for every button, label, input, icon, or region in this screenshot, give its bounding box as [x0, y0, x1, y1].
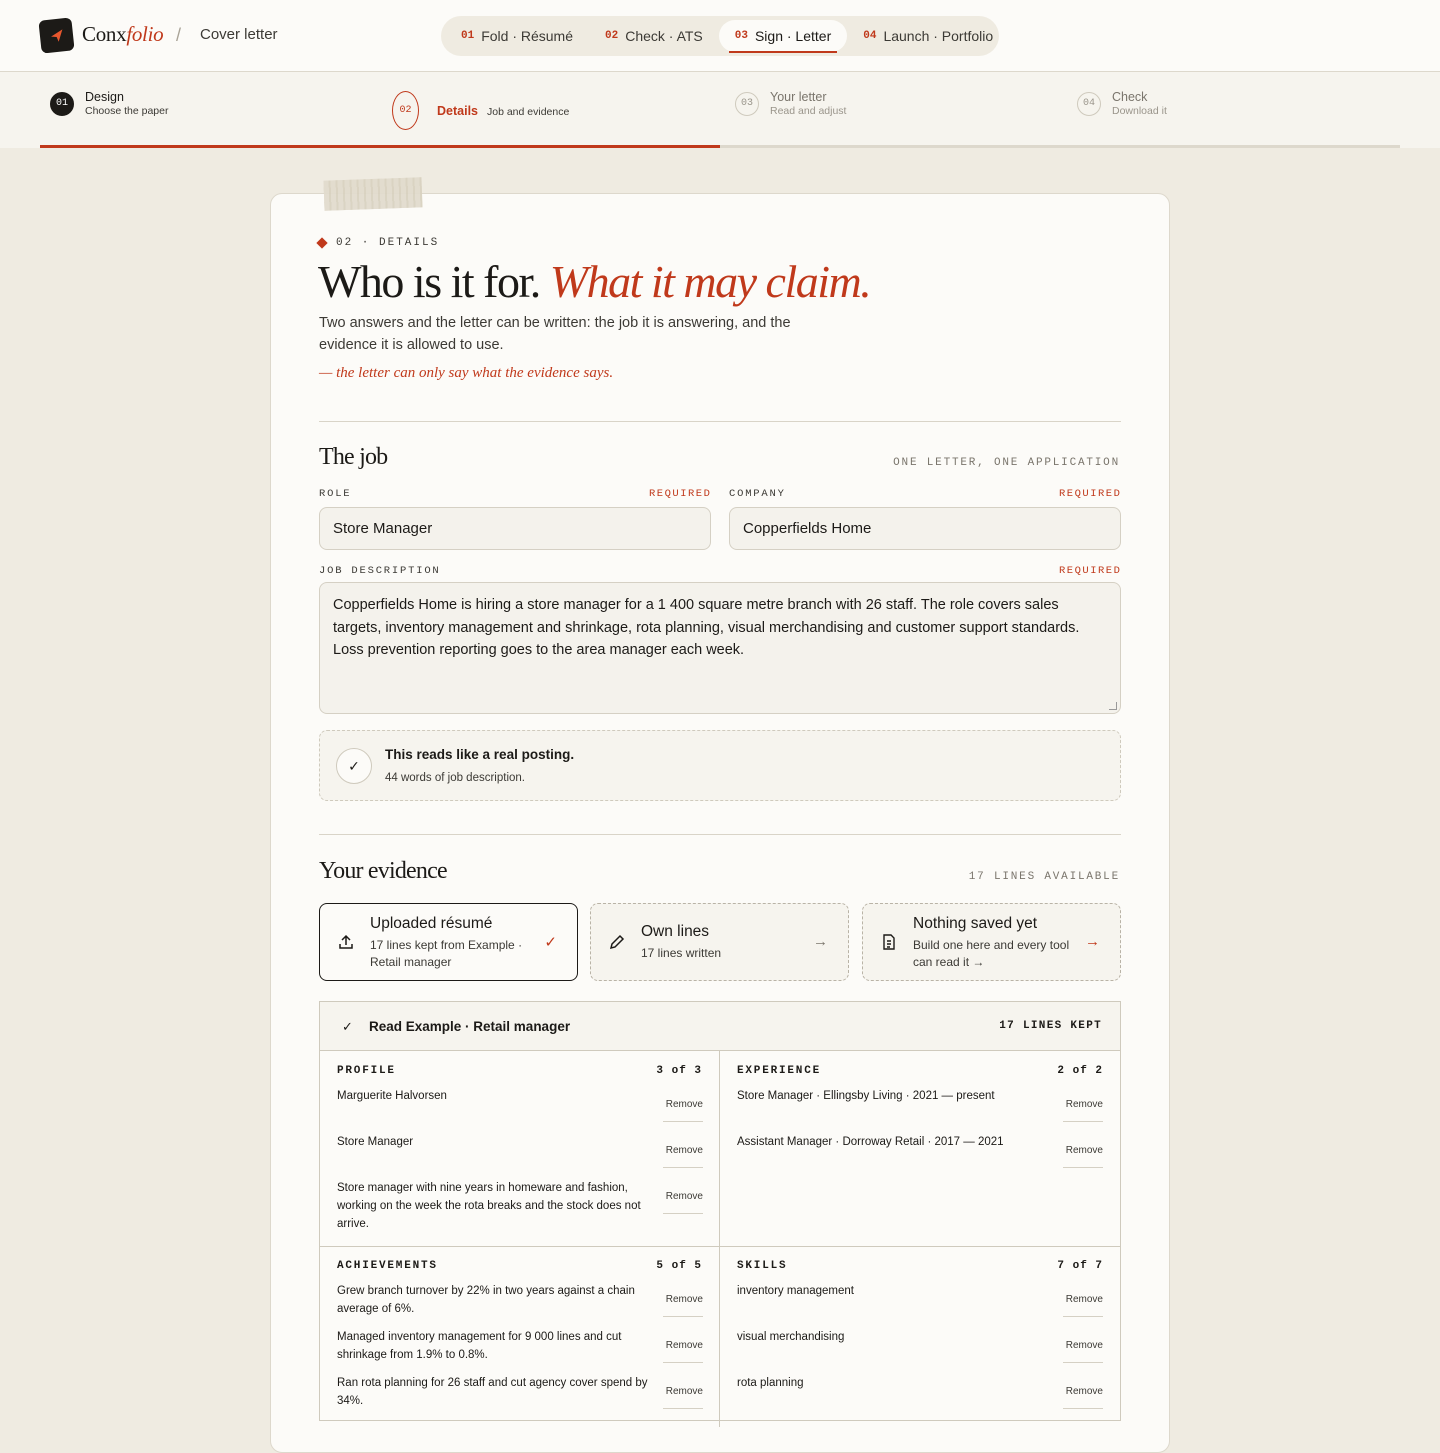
arrow-right-icon: →: [813, 933, 828, 950]
divider: [319, 834, 1121, 835]
item-text: Marguerite Halvorsen: [337, 1090, 447, 1102]
group-count: 3 of 3: [656, 1065, 702, 1077]
group-title: PROFILE: [337, 1065, 396, 1077]
role-label: ROLE: [319, 488, 352, 500]
group-title: SKILLS: [737, 1260, 788, 1272]
job-section-meta: ONE LETTER, ONE APPLICATION: [893, 457, 1120, 469]
group-experience: [720, 1051, 1120, 1246]
step-details[interactable]: [392, 91, 569, 130]
brand-accent: folio: [126, 22, 164, 46]
evidence-panel: [319, 1001, 1121, 1421]
tab-num: 02: [605, 30, 619, 42]
step-title: Details: [437, 103, 478, 118]
tab-letter[interactable]: [719, 20, 847, 52]
company-required: REQUIRED: [1059, 488, 1122, 500]
tab-label: Fold · Résumé: [481, 28, 574, 44]
upload-icon: [337, 933, 355, 951]
evidence-section-meta: 17 LINES AVAILABLE: [968, 871, 1120, 883]
step-number: 04: [1077, 92, 1101, 116]
intro-lede: Two answers and the letter can be written: the job it is answering, and the evidence it is allowed to use.: [319, 315, 791, 353]
item-text: Store Manager: [337, 1136, 414, 1148]
job-section-title: The job: [319, 444, 388, 470]
source-uploaded-resume[interactable]: [319, 903, 578, 981]
group-profile: [320, 1051, 719, 1246]
step-number: 01: [50, 92, 74, 116]
step-title: Design: [85, 90, 124, 104]
item-text: rota planning: [737, 1377, 804, 1389]
group-count: 5 of 5: [656, 1260, 702, 1272]
arrow-right-icon: →: [1085, 933, 1100, 950]
top-bar: [0, 0, 1440, 72]
source-title: Own lines: [641, 923, 710, 940]
step-title: Check: [1112, 90, 1148, 104]
tab-label: Launch · Portfolio: [883, 28, 994, 44]
page-title: [318, 255, 870, 308]
job-description-label: JOB DESCRIPTION: [319, 565, 441, 577]
stepper: [0, 72, 1440, 148]
tool-tabs: [441, 16, 999, 56]
tab-num: 04: [863, 30, 877, 42]
evidence-panel-count: 17 LINES KEPT: [999, 1020, 1102, 1032]
tape-decoration: [324, 177, 423, 210]
title-plain: Who is it for.: [318, 256, 540, 307]
tab-portfolio[interactable]: [847, 20, 1009, 52]
job-description-required: REQUIRED: [1059, 565, 1122, 577]
step-subtitle: Job and evidence: [487, 105, 570, 118]
group-count: 2 of 2: [1057, 1065, 1103, 1077]
step-number: 03: [735, 92, 759, 116]
step-subtitle: Read and adjust: [770, 105, 847, 117]
job-description-textarea[interactable]: [319, 582, 1121, 714]
remove-button[interactable]: Remove: [1063, 1386, 1103, 1409]
group-title: EXPERIENCE: [737, 1065, 822, 1077]
brand-name[interactable]: [82, 22, 163, 47]
item-text: visual merchandising: [737, 1331, 845, 1343]
eyebrow-text: 02 · DETAILS: [336, 237, 440, 249]
company-input[interactable]: Copperfields Home: [729, 507, 1121, 550]
step-your-letter[interactable]: [735, 90, 846, 117]
diamond-icon: [316, 237, 327, 248]
item-text: Managed inventory management for 9 000 lines and cut shrinkage from 1.9% to 0.8%.: [337, 1331, 622, 1361]
source-title: Uploaded résumé: [370, 915, 493, 932]
step-subtitle: Download it: [1112, 105, 1167, 117]
breadcrumb-current: Cover letter: [200, 26, 278, 43]
remove-button[interactable]: Remove: [663, 1294, 703, 1317]
remove-button[interactable]: Remove: [663, 1191, 703, 1214]
tab-ats[interactable]: [589, 20, 719, 52]
resize-handle-icon[interactable]: [1109, 702, 1117, 710]
item-text: Store Manager · Ellingsby Living · 2021 — present: [737, 1090, 995, 1102]
tab-num: 03: [734, 30, 748, 42]
step-progress-bar: [40, 145, 1400, 148]
source-own-lines[interactable]: [590, 903, 849, 981]
remove-button[interactable]: Remove: [663, 1386, 703, 1409]
remove-button[interactable]: Remove: [663, 1099, 703, 1122]
job-description-text: Copperfields Home is hiring a store manager for a 1 400 square metre branch with 26 staff. The role covers sales targets, inventory management and shrinkage, rota planning, visual merchandising and customer support standards. Loss prevention reporting goes to the area manager each week.: [333, 597, 1080, 658]
brand-plain: Conx: [82, 22, 127, 46]
remove-button[interactable]: Remove: [663, 1145, 703, 1168]
step-number: 02: [392, 91, 419, 130]
remove-button[interactable]: Remove: [1063, 1145, 1103, 1168]
source-nothing-saved[interactable]: [862, 903, 1121, 981]
step-design[interactable]: [50, 90, 168, 117]
group-skills: [720, 1246, 1120, 1422]
evidence-panel-title: Read Example · Retail manager: [369, 1019, 571, 1034]
tab-label: Sign · Letter: [754, 28, 832, 44]
source-subtitle: 17 lines kept from Example · Retail manager: [370, 938, 523, 969]
checkmark-icon: ✓: [544, 934, 557, 951]
company-label: COMPANY: [729, 488, 786, 500]
group-title: ACHIEVEMENTS: [337, 1260, 438, 1272]
tab-num: 01: [461, 30, 475, 42]
item-text: Store manager with nine years in homeware and fashion, working on the week the rota breaks and the stock does not arrive.: [337, 1182, 641, 1230]
title-accent: What it may claim.: [549, 256, 871, 307]
item-text: Grew branch turnover by 22% in two years against a chain average of 6%.: [337, 1285, 635, 1315]
source-title: Nothing saved yet: [913, 915, 1038, 932]
source-subtitle: 17 lines written: [641, 946, 722, 960]
check-icon: ✓: [336, 748, 372, 784]
item-text: Assistant Manager · Dorroway Retail · 2017 — 2021: [737, 1136, 1004, 1148]
tab-resume[interactable]: [445, 20, 589, 52]
source-subtitle: Build one here and every tool can read it →: [913, 938, 1070, 969]
posting-check-sub: 44 words of job description.: [385, 772, 525, 784]
remove-button[interactable]: Remove: [1063, 1294, 1103, 1317]
role-required: REQUIRED: [649, 488, 712, 500]
item-text: Ran rota planning for 26 staff and cut agency cover spend by 34%.: [337, 1377, 648, 1407]
section-eyebrow: [318, 237, 439, 249]
document-icon: [880, 933, 898, 951]
remove-button[interactable]: Remove: [663, 1340, 703, 1363]
posting-check-title: This reads like a real posting.: [385, 747, 575, 762]
step-title: Your letter: [770, 90, 827, 104]
step-check[interactable]: [1077, 90, 1167, 117]
posting-check-notice: [319, 730, 1121, 801]
role-input[interactable]: Store Manager: [319, 507, 711, 550]
pencil-icon: [608, 933, 626, 951]
remove-button[interactable]: Remove: [1063, 1099, 1103, 1122]
remove-button[interactable]: Remove: [1063, 1340, 1103, 1363]
logo-icon[interactable]: [38, 17, 74, 53]
breadcrumb-separator: /: [176, 25, 182, 45]
step-subtitle: Choose the paper: [85, 105, 169, 117]
check-icon: ✓: [342, 1019, 353, 1034]
group-count: 7 of 7: [1057, 1260, 1103, 1272]
group-achievements: [320, 1246, 719, 1422]
intro-note: — the letter can only say what the evidence says.: [319, 365, 614, 381]
evidence-section-title: Your evidence: [319, 858, 447, 884]
divider: [319, 421, 1121, 422]
item-text: inventory management: [737, 1285, 854, 1297]
tab-label: Check · ATS: [625, 28, 703, 44]
evidence-panel-header: [320, 1002, 1120, 1051]
step-progress-fill: [40, 145, 720, 148]
